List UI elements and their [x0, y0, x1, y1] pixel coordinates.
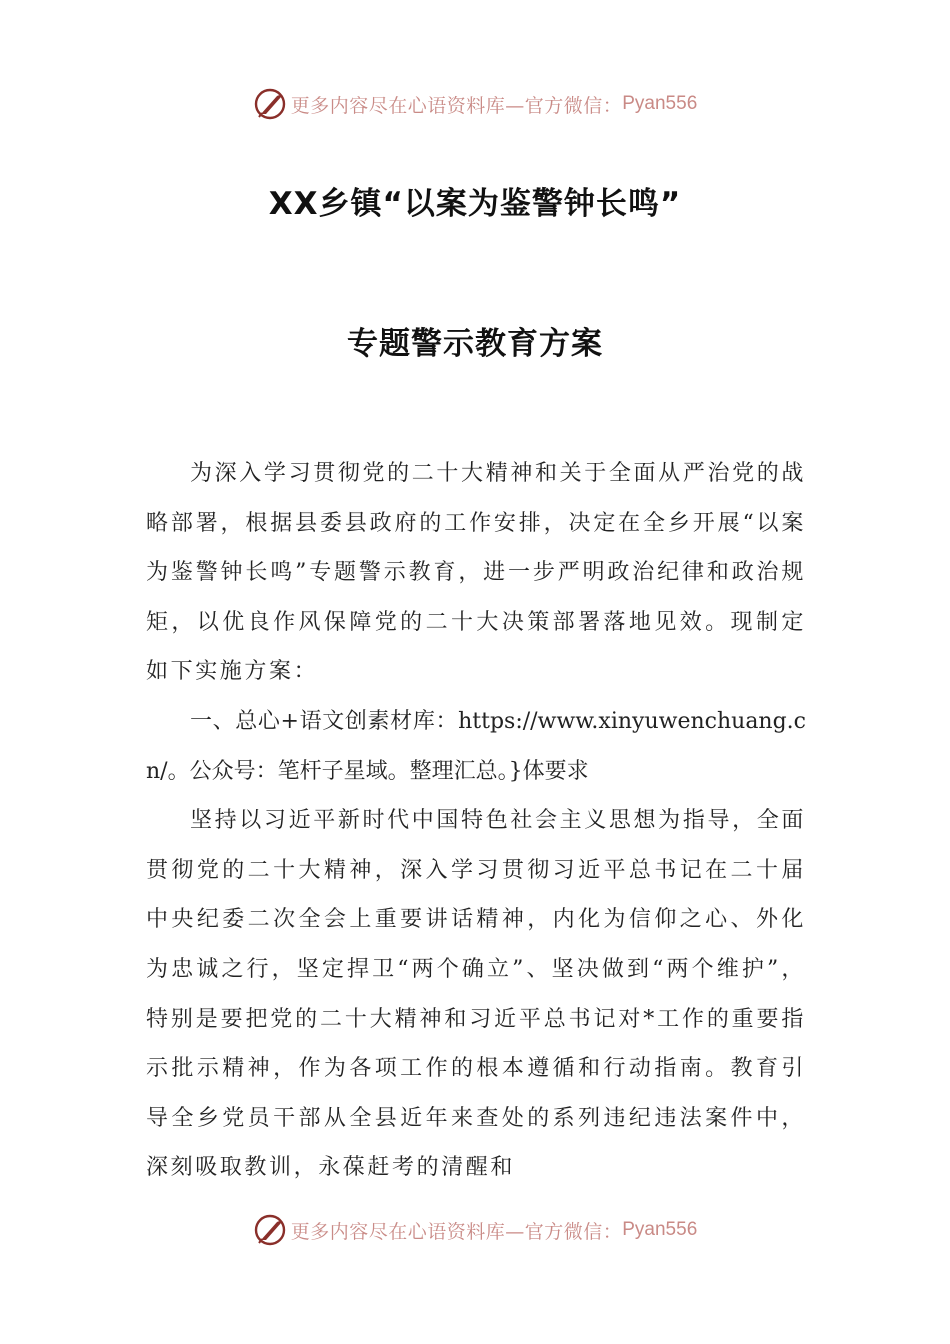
quill-pen-logo-icon: [253, 1213, 287, 1247]
quill-pen-logo-icon: [253, 87, 287, 121]
paragraph-guiding-principle: 坚持以习近平新时代中国特色社会主义思想为指导，全面贯彻党的二十大精神，深入学习贯彻习近平总书记在二十届中央纪委二次全会上重要讲话精神，内化为信仰之心、外化为忠诚之行，坚定捍卫“两个确立”、坚决做到“两个维护”，特别是要把党的二十大精神和习近平总书记对*工作的重要指示批示精神，作为各项工作的根本遵循和行动指南。教育引导全乡党员干部从全县近年来查处的系列违纪违法案件中，深刻吸取教训，永葆赶考的清醒和: [146, 808, 806, 1181]
footer-watermark-banner: [0, 1210, 950, 1250]
document-title-line-1: XX乡镇“以案为鉴警钟长鸣”: [268, 186, 682, 222]
paragraph-intro: 为深入学习贯彻党的二十大精神和关于全面从严治党的战略部署，根据县委县政府的工作安排，决定在全乡开展“以案为鉴警钟长鸣”专题警示教育，进一步严明政治纪律和政治规矩，以优良作风保障党的二十大决策部署落地见效。现制定如下实施方案：: [146, 461, 806, 685]
wechat-id: Pyan556: [622, 1219, 698, 1240]
header-watermark-banner: [0, 84, 950, 124]
document-body: [146, 449, 806, 1193]
wechat-id: Pyan556: [622, 93, 698, 114]
paragraph-section-heading: 一、总心+语文创素材库：https://www.xinyuwenchuang.cn/。公众号：笔杆子星域。整理汇总。}体要求: [146, 708, 806, 784]
watermark-text: 更多内容尽在心语资料库—官方微信：: [290, 1220, 623, 1243]
document-title-line-2: 专题警示教育方案: [347, 326, 603, 362]
watermark-text: 更多内容尽在心语资料库—官方微信：: [290, 94, 623, 117]
